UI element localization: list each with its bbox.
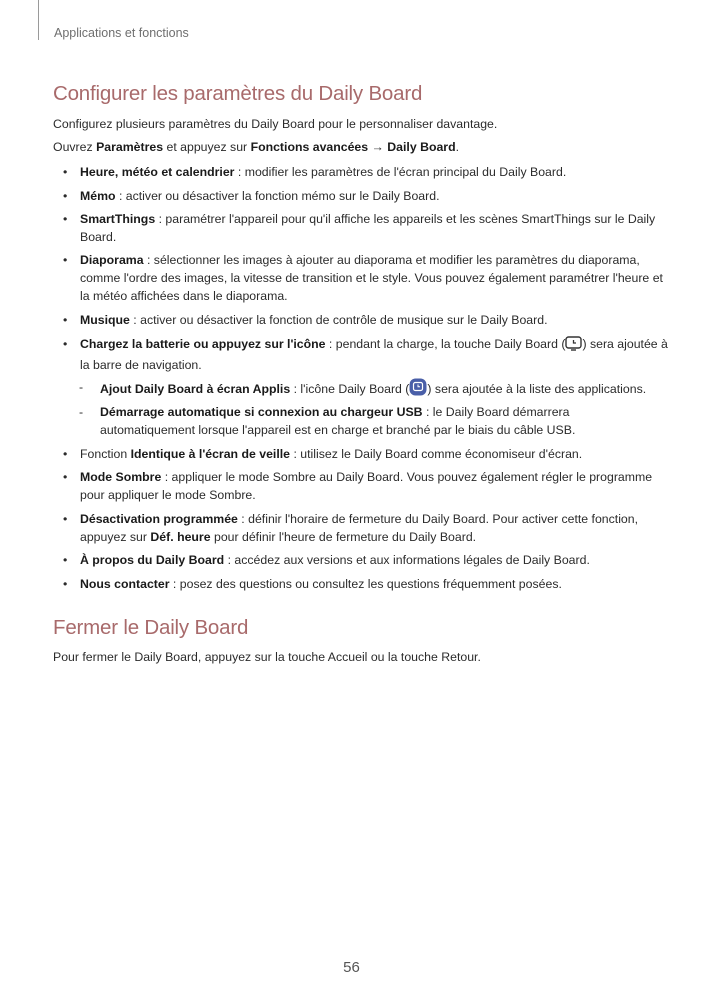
list-item-dark-mode: • Mode Sombre : appliquer le mode Sombre au Daily Board. Vous pouvez également régler le programme pour appliquer le mode Sombre. — [63, 470, 653, 502]
list-item-about: • À propos du Daily Board : accédez aux versions et aux informations légales de Daily Board. — [63, 553, 590, 567]
list-item-charge-or-icon: • Chargez la batterie ou appuyez sur l'icône : pendant la charge, la touche Daily Board ( ) sera ajoutée à la barre de navigation. — [63, 337, 668, 372]
daily-board-nav-key-icon — [565, 336, 582, 356]
list-item-clock-weather: • Heure, météo et calendrier : modifier les paramètres de l'écran principal du Daily Board. — [63, 165, 567, 179]
chapter-header: Applications et fonctions — [54, 26, 189, 40]
list-item-screensaver: • Fonction Identique à l'écran de veille : utilisez le Daily Board comme économiseur d'écran. — [63, 447, 583, 461]
close-paragraph: Pour fermer le Daily Board, appuyez sur la touche Accueil ou la touche Retour. — [53, 650, 481, 664]
list-item-contact-us: • Nous contacter : posez des questions ou consultez les questions fréquemment posées. — [63, 577, 562, 591]
section-title-configure: Configurer les paramètres du Daily Board — [53, 82, 423, 105]
page-number: 56 — [343, 959, 360, 976]
list-item-music: • Musique : activer ou désactiver la fonction de contrôle de musique sur le Daily Board. — [63, 313, 548, 327]
list-item-scheduled-off: • Désactivation programmée : définir l'horaire de fermeture du Daily Board. Pour activer cette fonction, appuyez sur Déf. heure pour définir l'heure de fermeture du Daily Board. — [63, 512, 639, 544]
header-rule — [38, 0, 39, 40]
list-item-smartthings: • SmartThings : paramétrer l'appareil pour qu'il affiche les appareils et les scènes SmartThings sur le Daily Board. — [63, 212, 656, 244]
daily-board-app-icon — [409, 378, 427, 401]
list-item-memo: • Mémo : activer ou désactiver la fonction mémo sur le Daily Board. — [63, 189, 440, 203]
section-title-close: Fermer le Daily Board — [53, 616, 249, 639]
intro-paragraph: Configurez plusieurs paramètres du Daily Board pour le personnaliser davantage. — [53, 117, 498, 131]
sub-item-auto-start-usb: - Démarrage automatique si connexion au chargeur USB : le Daily Board démarrera automatiquement lorsque l'appareil est en charge et branché par le biais du câble USB. — [79, 405, 576, 437]
sub-item-add-to-apps: - Ajout Daily Board à écran Applis : l'icône Daily Board ( ) sera ajoutée à la liste des applications. — [100, 378, 660, 401]
open-instruction: Ouvrez Paramètres et appuyez sur Fonctions avancées → Daily Board. — [53, 140, 460, 154]
list-item-slideshow: • Diaporama : sélectionner les images à ajouter au diaporama et modifier les paramètres du diaporama, comme l'ordre des images, la vitesse de transition et le style. Vous pouvez également paramétrer l'heure et la météo affichées dans le diaporama. — [63, 253, 663, 303]
